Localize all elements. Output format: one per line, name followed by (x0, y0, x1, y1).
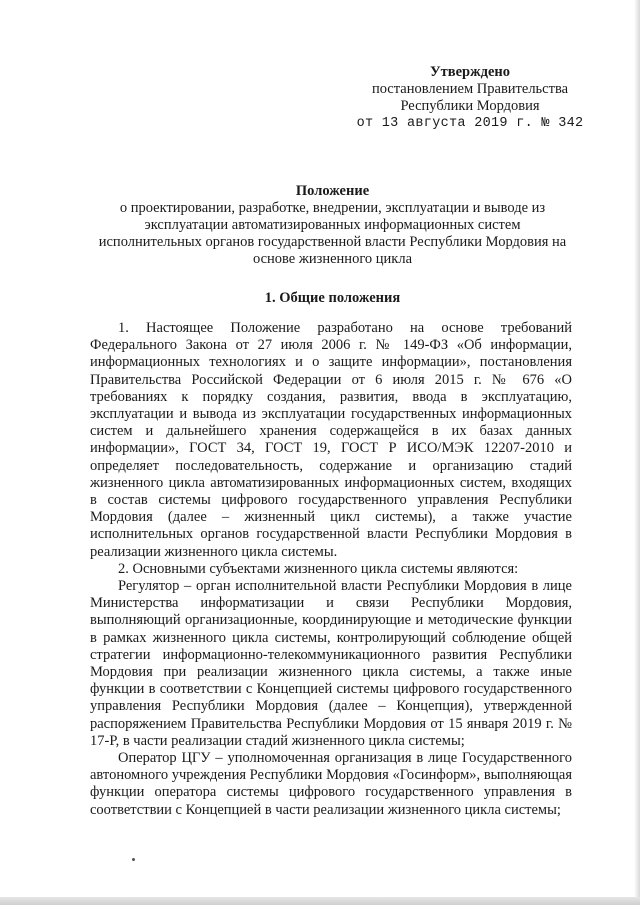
paragraph: Оператор ЦГУ – уполномоченная организация в лице Государственного автономного учреждения Республики Мордовия «Госинформ», выполняющая функции оператора системы цифрового государственного управления в соответствии с Концепцией в части реализации жизненного цикла системы; (90, 750, 572, 818)
approval-heading: Утверждено (430, 64, 510, 80)
document-title: Положение (295, 183, 370, 199)
section-body (90, 320, 572, 819)
scan-edge (634, 0, 640, 905)
paragraph: Регулятор – орган исполнительной власти Республики Мордовия в лице Министерства информатизации и связи Республики Мордовия, выполняющий организационные, координирующие и методические функции в рамках жизненного цикла системы, контролирующий соблюдение общей стратегии информационно-телекоммуникационного развития Республики Мордовия при реализации жизненного цикла системы, а также иные функции в соответствии с Концепцией системы цифрового государственного управления Республики Мордовия (далее – Концепция), утвержденной распоряжением Правительства Республики Мордовия от 15 января 2019 г. № 17-Р, в части реализации стадий жизненного цикла системы; (90, 578, 572, 749)
approval-line-2: Республики Мордовия (400, 98, 540, 114)
paragraph: 2. Основными субъектами жизненного цикла системы являются: (118, 560, 519, 577)
approval-stamp (350, 64, 590, 132)
scan-edge (0, 897, 640, 905)
document-title-block (95, 183, 570, 268)
document-subtitle: о проектировании, разработке, внедрении, эксплуатации и выводе из эксплуатации автоматизированных информационных систем исполнительных органов государственной власти Республики Мордовия на основе жизненного цикла (98, 200, 567, 267)
paragraph: 1. Настоящее Положение разработано на основе требований Федерального Закона от 27 июля 2006 г. № 149-ФЗ «Об информации, информационных технологиях и о защите информации», постановления Правительства Российской Федерации от 6 июля 2015 г. № 676 «О требованиях к порядку создания, развития, ввода в эксплуатацию, эксплуатации и вывода из эксплуатации государственных информационных систем и дальнейшего хранения содержащейся в их базах данных информации», ГОСТ 34, ГОСТ 19, ГОСТ Р ИСО/МЭК 12207-2010 и определяет последовательность, содержание и организацию стадий жизненного цикла автоматизированных информационных систем, входящих в состав системы цифрового государственного управления Республики Мордовия (далее – жизненный цикл системы), а также участие исполнительных органов государственной власти Республики Мордовия в реализации жизненного цикла системы. (90, 320, 572, 560)
scan-speck (132, 858, 135, 861)
section-heading: 1. Общие положения (264, 290, 401, 306)
approval-date-line: от 13 августа 2019 г. № 342 (356, 116, 584, 131)
approval-line-1: постановлением Правительства (371, 81, 569, 97)
